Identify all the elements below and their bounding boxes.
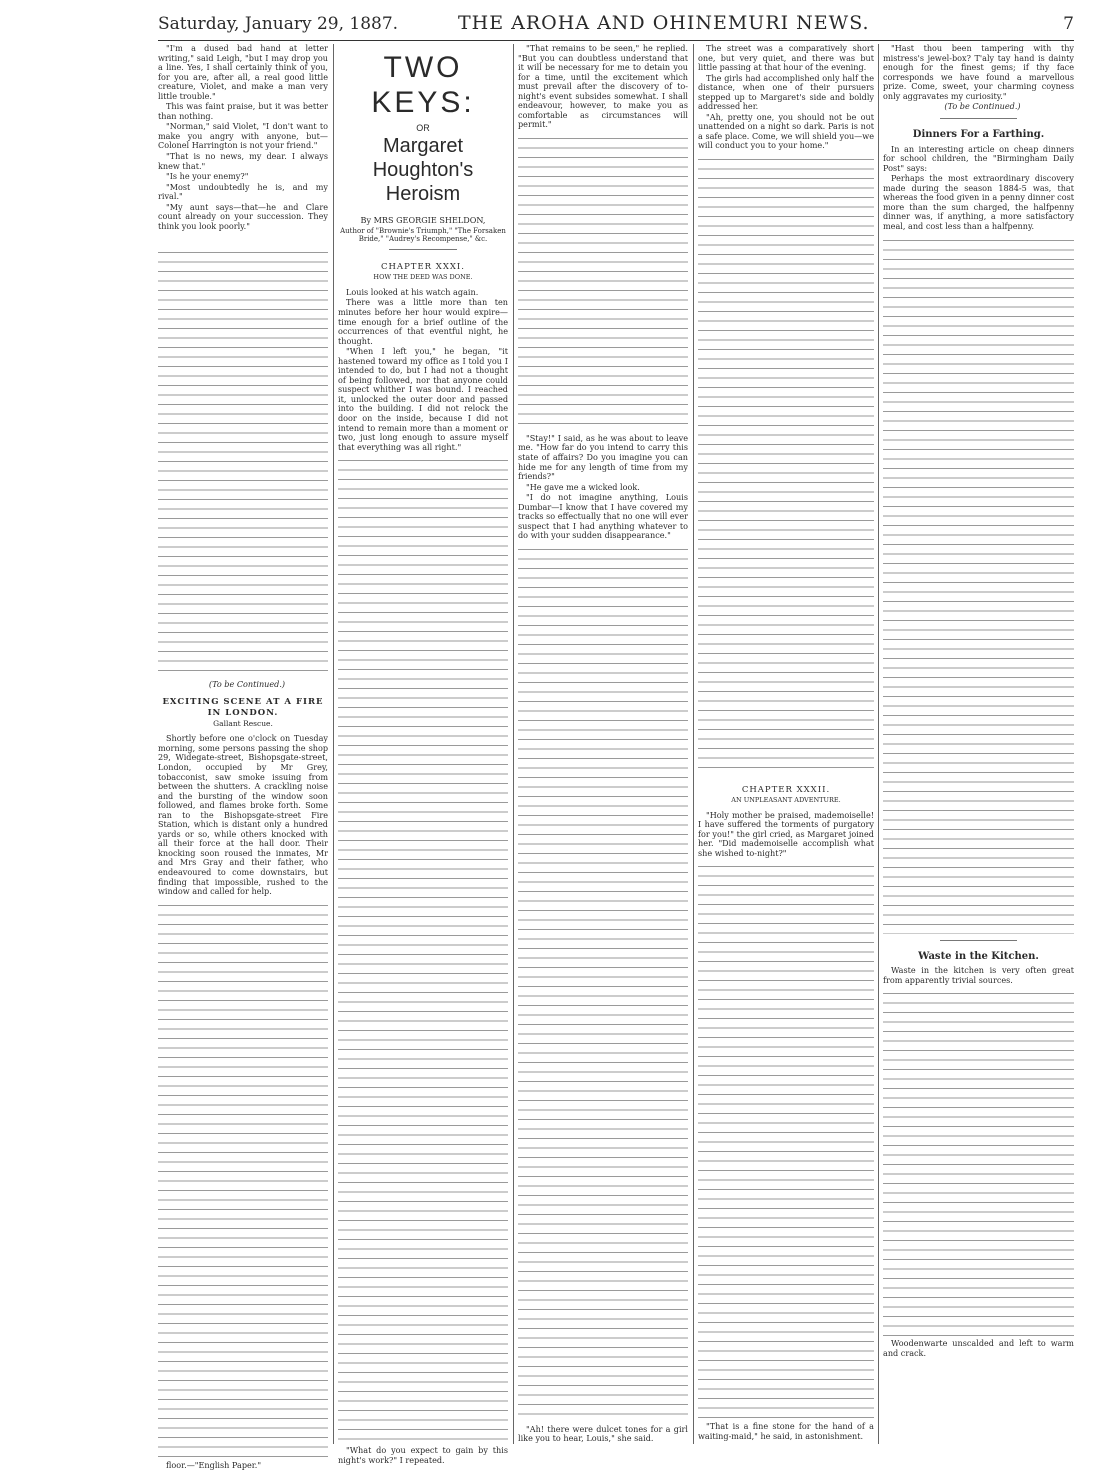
column-1 bbox=[158, 43, 328, 1470]
paragraph: "Norman," said Violet, "I don't want to make you angry with anyone, but—Colonel Harrington is not your friend." bbox=[158, 121, 328, 151]
text-block bbox=[883, 987, 1074, 1337]
page-number: 7 bbox=[1063, 14, 1074, 34]
author-credits: Author of "Brownie's Triumph," "The Forsaken Bride," "Audrey's Recompense," &c. bbox=[340, 226, 506, 243]
text-block bbox=[698, 153, 874, 773]
paragraph: "When I left you," he began, "it hastened toward my office as I told you I intended to do, but I had not a thought of being followed, nor that anyone could suspect whither I was bound. I reached it, unlocked the outer door and passed into the building. I did not relock the door on the inside, because I did not intend to remain more than a moment or two, just long enough to assure myself that everything was all right." bbox=[338, 346, 508, 452]
paragraph: Waste in the kitchen is very often great from apparently trivial sources. bbox=[883, 965, 1074, 985]
paragraph: "Hast thou been tampering with thy mistress's jewel-box? T'aly tay hand is dainty enough for the finest gems; if thy face corresponds we have found a marvellous prize. Come, sweet, your charming coyness only aggravates my curiosity." bbox=[883, 43, 1074, 101]
story-or: OR bbox=[416, 122, 430, 133]
article-heading: EXCITING SCENE AT A FIRE IN LONDON. bbox=[162, 697, 324, 718]
text-block bbox=[518, 543, 688, 1423]
divider bbox=[389, 249, 457, 250]
paragraph: floor.—"English Paper." bbox=[166, 1459, 262, 1470]
paragraph: In an interesting article on cheap dinners for school children, the "Birmingham Daily Post" says: bbox=[883, 143, 1074, 173]
column-3 bbox=[518, 44, 688, 1444]
paragraph: The girls had accomplished only half the distance, when one of their pursuers stepped up to Margaret's side and boldly addressed her. bbox=[698, 72, 874, 112]
column-5 bbox=[883, 44, 1074, 1444]
paragraph: "What do you expect to gain by this night's work?" I repeated. bbox=[338, 1445, 508, 1465]
paragraph: The street was a comparatively short one, but very quiet, and there was but little passing at that hour of the evening. bbox=[698, 43, 874, 73]
column-rule bbox=[878, 44, 879, 1444]
column-4 bbox=[698, 44, 874, 1444]
paragraph: "That is no news, my dear. I always knew that." bbox=[158, 151, 328, 171]
chapter-subheading: HOW THE DEED WAS DONE. bbox=[373, 273, 473, 282]
paragraph: "Ah, pretty one, you should not be out unattended on a night so dark. Paris is not a safe place. Come, we will shield you—we will conduct you to your home." bbox=[698, 111, 874, 151]
paragraph: "I do not imagine anything, Louis Dumbar—I know that I have covered my tracks so effectually that no one will ever suspect that I had anything whatever to do with your sudden disappearance." bbox=[518, 492, 688, 541]
paragraph: "That remains to be seen," he replied. "But you can doubtless understand that it will be necessary for me to detain you for a time, until the excitement which must prevail after the discovery of to-night's event subsides somewhat. I shall endeavour, however, to make you as comfortable as circumstances will permit." bbox=[518, 43, 688, 130]
divider bbox=[940, 940, 1016, 941]
paragraph: There was a little more than ten minutes before her hour would expire—time enough for a brief outline of the occurrences of that eventful night, he thought. bbox=[338, 297, 508, 346]
issue-date: Saturday, January 29, 1887. bbox=[158, 14, 399, 34]
to-be-continued: (To be Continued.) bbox=[944, 101, 1021, 112]
text-block bbox=[518, 132, 688, 432]
masthead: THE AROHA AND OHINEMURI NEWS. bbox=[458, 12, 870, 34]
article-subheading: Gallant Rescue. bbox=[213, 718, 273, 728]
page-header bbox=[158, 10, 1074, 38]
paragraph: "Stay!" I said, as he was about to leave me. "How far do you intend to carry this state of affairs? Do you imagine you can hide me for any length of time from my friends?" bbox=[518, 432, 688, 482]
byline: By MRS GEORGIE SHELDON, bbox=[360, 215, 486, 226]
column-rule bbox=[333, 44, 334, 1444]
column-2 bbox=[338, 44, 508, 1465]
header-rule bbox=[158, 40, 1074, 41]
divider bbox=[940, 118, 1016, 119]
article-heading: Dinners For a Farthing. bbox=[912, 128, 1045, 140]
paragraph: Perhaps the most extraordinary discovery made during the season 1884-5 was, that whereas the food given in a penny dinner cost more than the sum charged, the halfpenny dinner was, if anything, a more satisfactory meal, and cost less than a halfpenny. bbox=[883, 173, 1074, 231]
text-block bbox=[883, 234, 1074, 934]
story-subtitle: Margaret Houghton's Heroism bbox=[372, 135, 474, 205]
paragraph: "Is he your enemy?" bbox=[166, 171, 249, 182]
paragraph: Louis looked at his watch again. bbox=[346, 286, 479, 297]
paragraph: "That is a fine stone for the hand of a waiting-maid," he said, in astonishment. bbox=[698, 1421, 874, 1441]
paragraph: This was faint praise, but it was better than nothing. bbox=[158, 101, 328, 121]
paragraph: Woodenwarte unscalded and left to warm and crack. bbox=[883, 1338, 1074, 1358]
chapter-heading: CHAPTER XXXI. bbox=[381, 262, 465, 273]
chapter-subheading: AN UNPLEASANT ADVENTURE. bbox=[731, 796, 841, 805]
paragraph: "My aunt says—that—he and Clare count already on your succession. They think you look poorly." bbox=[158, 201, 328, 231]
filler-text bbox=[158, 232, 328, 242]
column-rule bbox=[693, 44, 694, 1444]
text-block bbox=[698, 860, 874, 1420]
chapter-heading: CHAPTER XXXII. bbox=[741, 785, 831, 796]
paragraph: Shortly before one o'clock on Tuesday morning, some persons passing the shop 29, Widegate-street, Bishopsgate-street, London, occupied by Mr Grey, tobacconist, saw smoke issuing from between the shutters. A crackling noise and the bursting of the window soon followed, and flames broke forth. Some ran to the Bishopsgate-street Fire Station, which is distant only a hundred yards or so, while others knocked with all their force at the hall door. Their knocking soon roused the inmates, Mr and Mrs Gray and their father, who endeavoured to come downstairs, but finding that impossible, rushed to the window and called for help. bbox=[158, 733, 328, 897]
paragraph: "I'm a dused bad hand at letter writing," said Leigh, "but I may drop you a line. Yes, I shall certainly think of you, for you are, after all, a real good little creature, Violet, and make a man very little trouble." bbox=[158, 43, 328, 101]
paragraph: "Holy mother be praised, mademoiselle! I have suffered the torments of purgatory for you!" the girl cried, as Margaret joined her. "Did mademoiselle accomplish what she wished to-night?" bbox=[698, 809, 874, 858]
text-block bbox=[158, 899, 328, 1459]
story-title: TWO KEYS: bbox=[371, 51, 475, 120]
column-rule bbox=[513, 44, 514, 1444]
to-be-continued: (To be Continued.) bbox=[208, 678, 286, 689]
text-block bbox=[158, 246, 328, 676]
paragraph: "He gave me a wicked look. bbox=[526, 481, 640, 492]
text-block bbox=[338, 454, 508, 1444]
paragraph: "Most undoubtedly he is, and my rival." bbox=[158, 181, 328, 202]
article-heading: Waste in the Kitchen. bbox=[918, 950, 1039, 962]
paragraph: "Ah! there were dulcet tones for a girl like you to hear, Louis," she said. bbox=[518, 1423, 688, 1444]
